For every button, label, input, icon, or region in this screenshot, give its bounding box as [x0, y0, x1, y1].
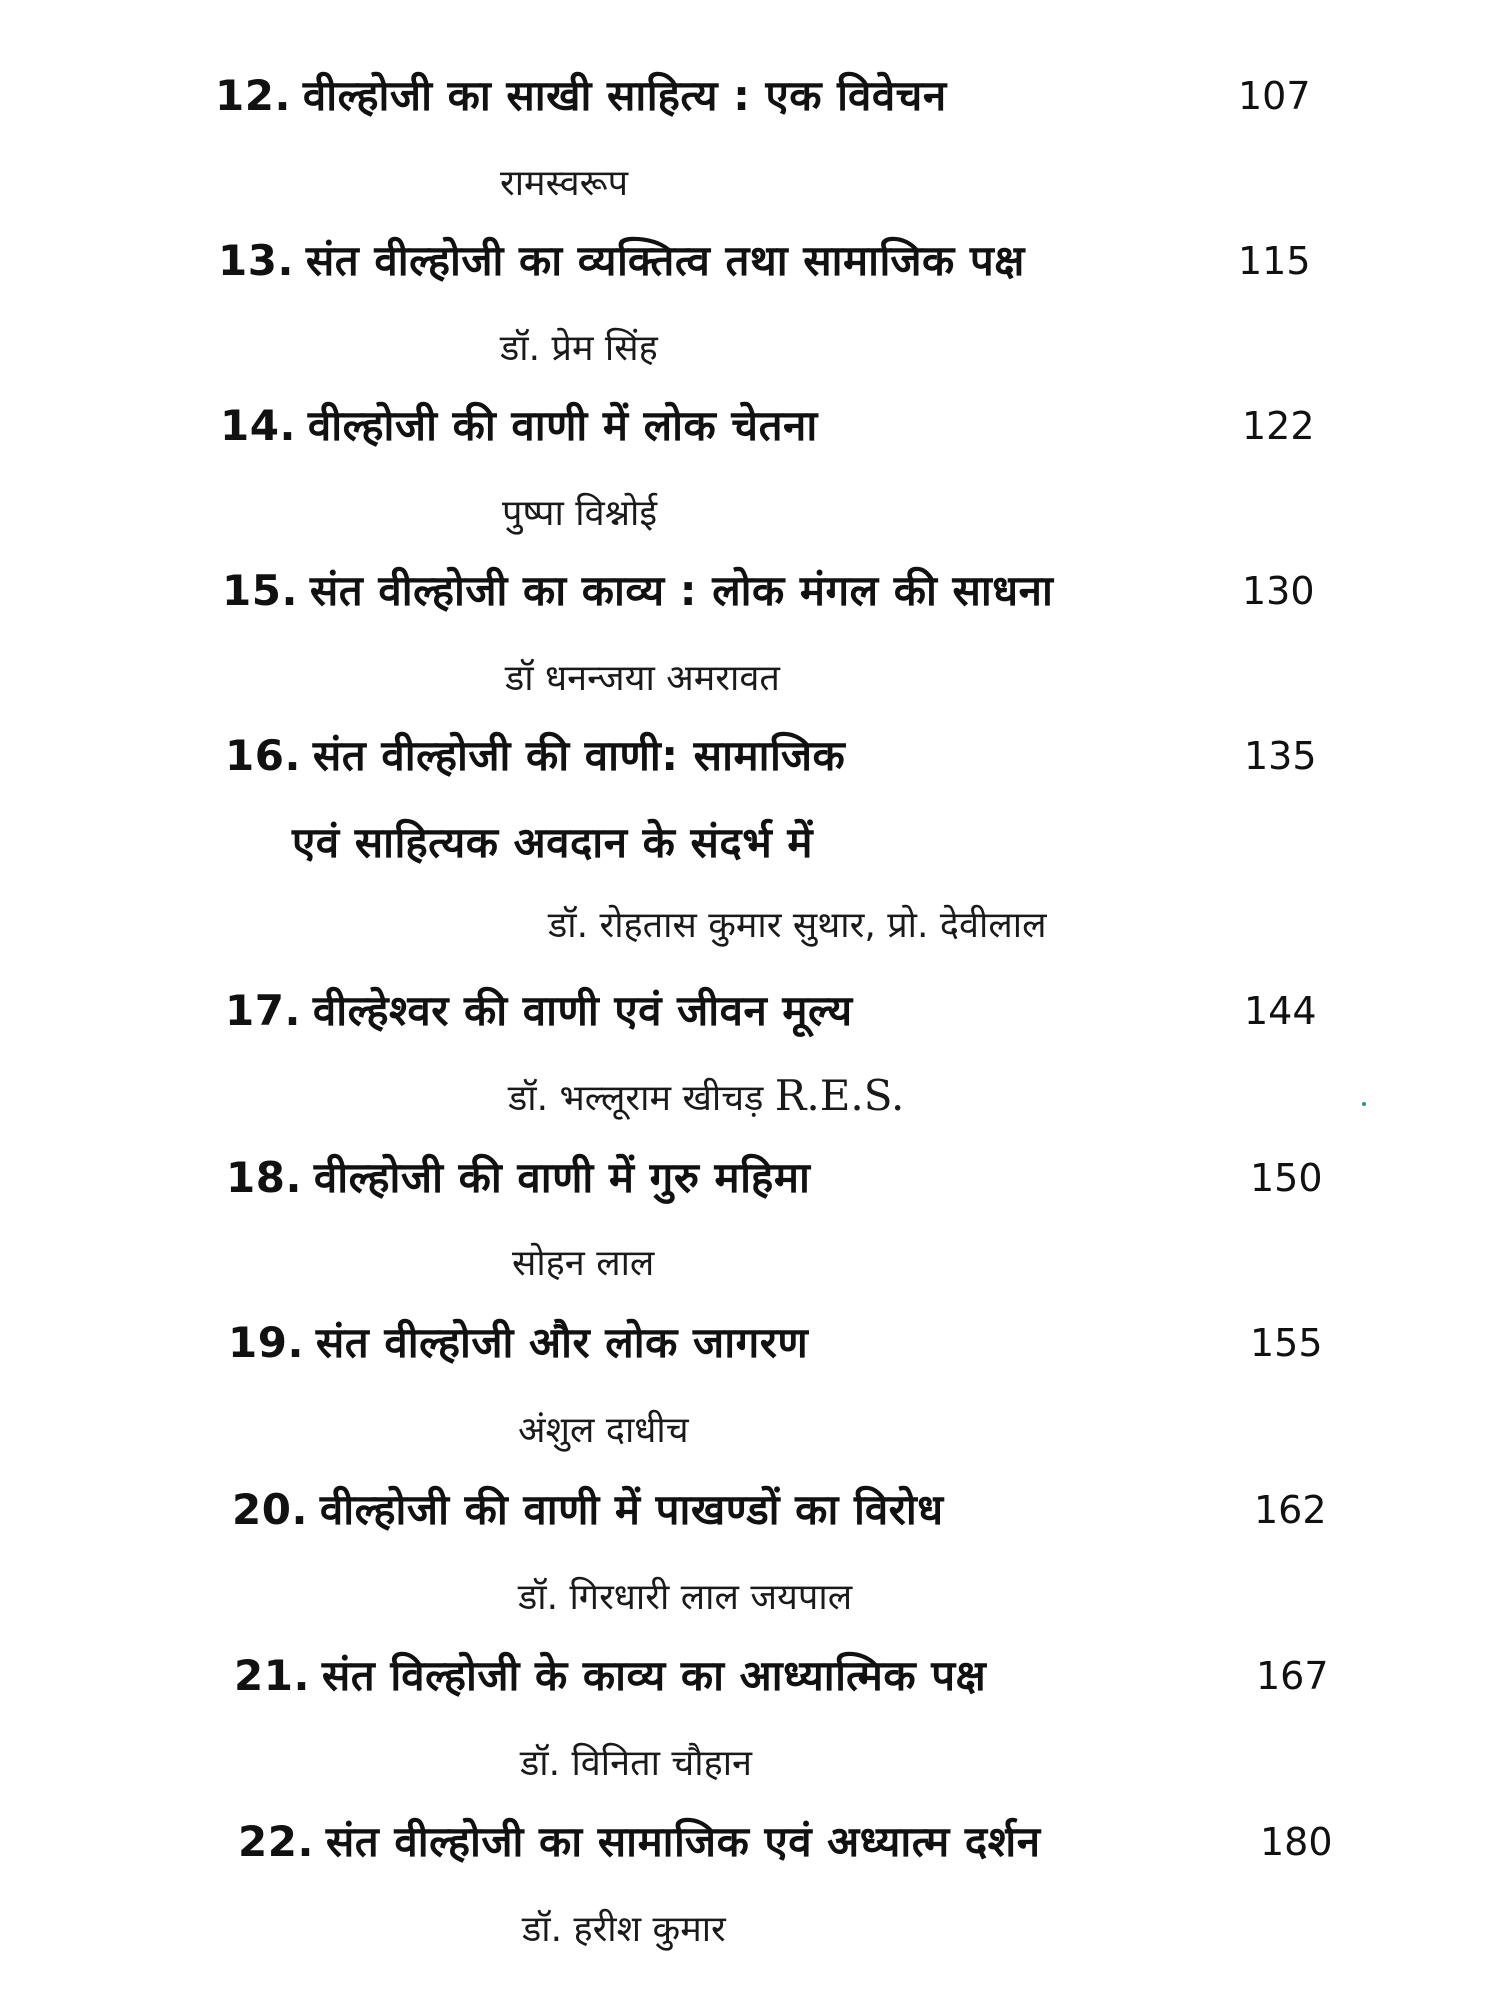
toc-entry-author: डॉ. प्रेम सिंह [500, 328, 658, 369]
toc-entry-page: 135 [1244, 734, 1317, 778]
toc-entry-number: 13. [218, 236, 294, 285]
toc-entry-author: सोहन लाल [512, 1243, 655, 1284]
toc-entry-number: 22. [238, 1817, 314, 1866]
toc-entry-title [226, 1150, 810, 1206]
toc-entry-title [225, 728, 845, 784]
toc-entry-number: 16. [225, 731, 301, 780]
toc-entry-title [232, 1482, 944, 1538]
toc-entry-page: 144 [1244, 989, 1317, 1033]
toc-entry-page: 167 [1256, 1654, 1329, 1698]
toc-entry-text: वील्होजी की वाणी में पाखण्डों का विरोध [319, 1485, 944, 1534]
toc-entry-text: वील्हेश्वर की वाणी एवं जीवन मूल्य [312, 986, 853, 1035]
toc-entry-number: 15. [222, 566, 298, 615]
toc-entry-title [234, 1648, 986, 1704]
toc-entry-title [225, 983, 853, 1039]
toc-entry-page: 150 [1250, 1156, 1323, 1200]
toc-entry-text: वील्होजी का साखी साहित्य : एक विवेचन [302, 71, 947, 120]
toc-entry-text: संत वील्होजी का काव्य : लोक मंगल की साधना [309, 566, 1054, 615]
toc-entry-text: संत विल्होजी के काव्य का आध्यात्मिक पक्ष [321, 1651, 987, 1700]
toc-entry-number: 17. [225, 986, 301, 1035]
toc-entry-text: संत वील्होजी का व्यक्तित्व तथा सामाजिक पक्ष [305, 236, 1025, 285]
toc-entry-text: वील्होजी की वाणी में गुरु महिमा [313, 1153, 811, 1202]
toc-entry-number: 20. [232, 1485, 308, 1534]
toc-entry-number: 19. [228, 1318, 304, 1367]
toc-entry-page: 115 [1238, 239, 1311, 283]
toc-entry-author: अंशुल दाधीच [518, 1410, 689, 1451]
toc-entry-number: 21. [234, 1651, 310, 1700]
toc-entry-title [238, 1814, 1041, 1870]
toc-entry-page: 107 [1238, 74, 1311, 118]
toc-entry-number: 12. [215, 71, 291, 120]
toc-entry-title [228, 1315, 808, 1371]
toc-entry-number: 18. [226, 1153, 302, 1202]
toc-entry-author: डॉ. विनिता चौहान [520, 1743, 753, 1784]
toc-entry-author: डॉ. गिरधारी लाल जयपाल [518, 1577, 853, 1618]
toc-entry-text: संत वील्होजी और लोक जागरण [315, 1318, 809, 1367]
toc-entry-title [222, 563, 1053, 619]
toc-entry-title [215, 68, 947, 124]
toc-entry-title [218, 233, 1025, 289]
toc-entry-text: संत वील्होजी की वाणी: सामाजिक [312, 731, 846, 780]
toc-entry-author [508, 1070, 904, 1125]
toc-entry-title [220, 398, 818, 454]
toc-entry-number: 14. [220, 401, 296, 450]
toc-entry-page: 162 [1254, 1488, 1327, 1532]
toc-entry-author: पुष्पा विश्नोई [502, 493, 658, 534]
toc-entry-text: वील्होजी की वाणी में लोक चेतना [307, 401, 818, 450]
toc-entry-title-continued: एवं साहित्यक अवदान के संदर्भ में [292, 818, 813, 867]
toc-entry-author-name: डॉ. भल्लूराम खीचड़ [508, 1078, 764, 1119]
toc-entry-author-suffix: R.E.S. [774, 1071, 905, 1120]
toc-entry-author: रामस्वरूप [500, 163, 629, 204]
toc-entry-author: डॉ. हरीश कुमार [522, 1909, 726, 1950]
ink-speck [1362, 1102, 1366, 1106]
toc-entry-text: संत वील्होजी का सामाजिक एवं अध्यात्म दर्शन [325, 1817, 1041, 1866]
toc-entry-author: डॉ धनन्जया अमरावत [505, 658, 780, 699]
toc-entry-page: 130 [1242, 569, 1315, 613]
toc-entry-page: 180 [1260, 1820, 1333, 1864]
toc-entry-page: 155 [1250, 1321, 1323, 1365]
toc-entry-author: डॉ. रोहतास कुमार सुथार, प्रो. देवीलाल [548, 905, 1047, 946]
toc-entry-page: 122 [1242, 404, 1315, 448]
